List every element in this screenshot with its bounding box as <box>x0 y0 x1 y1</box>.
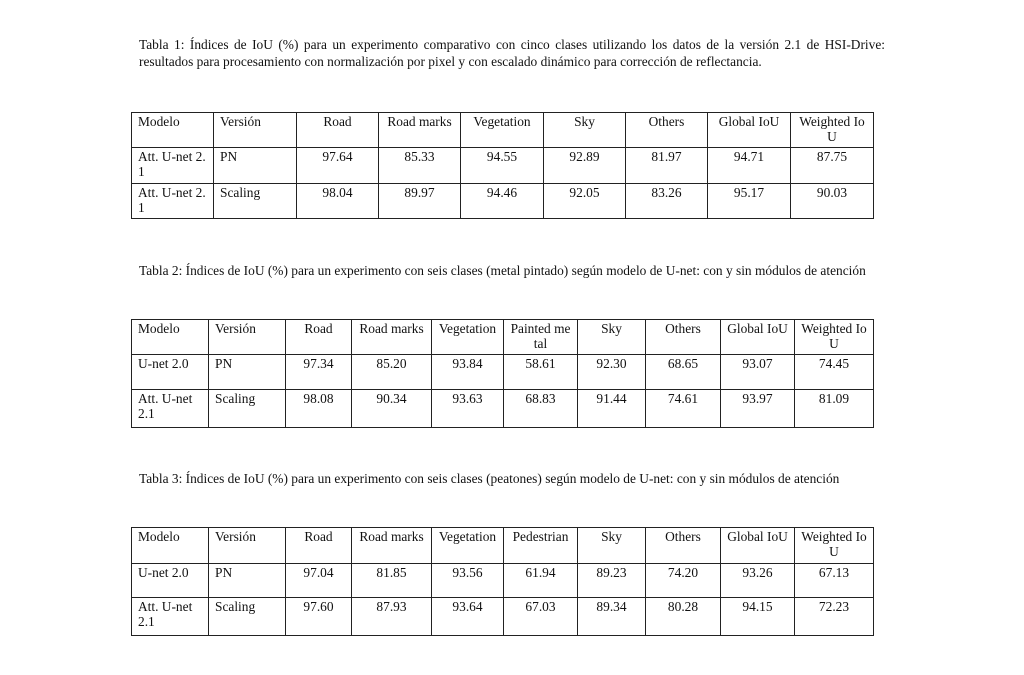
header-cell: Sky <box>544 113 626 148</box>
cell: 85.33 <box>379 148 461 184</box>
cell: 97.60 <box>286 598 352 636</box>
cell: 95.17 <box>708 184 791 219</box>
cell: Scaling <box>209 390 286 428</box>
table-row <box>132 390 874 428</box>
cell: 89.23 <box>578 564 646 598</box>
cell: 67.03 <box>504 598 578 636</box>
cell: 93.63 <box>432 390 504 428</box>
header-cell: Pedestrian <box>504 528 578 564</box>
header-cell: Versión <box>214 113 297 148</box>
cell: 68.83 <box>504 390 578 428</box>
cell: 74.20 <box>646 564 721 598</box>
header-cell: Weighted IoU <box>791 113 874 148</box>
cell: 89.97 <box>379 184 461 219</box>
header-cell: Global IoU <box>721 528 795 564</box>
header-cell: Sky <box>578 320 646 355</box>
table-1 <box>131 112 874 219</box>
table-1-header-row <box>132 113 874 148</box>
header-cell: Versión <box>209 528 286 564</box>
header-cell: Road marks <box>379 113 461 148</box>
cell: 94.46 <box>461 184 544 219</box>
header-cell: Versión <box>209 320 286 355</box>
header-cell: Others <box>646 320 721 355</box>
cell: 87.75 <box>791 148 874 184</box>
cell: 61.94 <box>504 564 578 598</box>
cell: 74.45 <box>795 355 874 390</box>
header-cell: Vegetation <box>432 528 504 564</box>
cell: 98.08 <box>286 390 352 428</box>
cell: 93.26 <box>721 564 795 598</box>
cell: 80.28 <box>646 598 721 636</box>
header-cell: Weighted IoU <box>795 320 874 355</box>
header-cell: Global IoU <box>708 113 791 148</box>
header-cell: Modelo <box>132 528 209 564</box>
cell: 87.93 <box>352 598 432 636</box>
cell: PN <box>214 148 297 184</box>
cell: Att. U-net 2.1 <box>132 390 209 428</box>
cell: 81.85 <box>352 564 432 598</box>
header-cell: Modelo <box>132 113 214 148</box>
header-cell: Road marks <box>352 528 432 564</box>
cell: 90.03 <box>791 184 874 219</box>
cell: 67.13 <box>795 564 874 598</box>
cell: PN <box>209 355 286 390</box>
cell: U-net 2.0 <box>132 355 209 390</box>
cell: 81.09 <box>795 390 874 428</box>
cell: U-net 2.0 <box>132 564 209 598</box>
cell: 81.97 <box>626 148 708 184</box>
cell: 85.20 <box>352 355 432 390</box>
header-cell: Weighted IoU <box>795 528 874 564</box>
table-3 <box>131 527 874 636</box>
cell: 93.64 <box>432 598 504 636</box>
table-2 <box>131 319 874 428</box>
header-cell: Road <box>297 113 379 148</box>
cell: 92.30 <box>578 355 646 390</box>
cell: 92.89 <box>544 148 626 184</box>
cell: 94.55 <box>461 148 544 184</box>
header-cell: Vegetation <box>432 320 504 355</box>
cell: 93.56 <box>432 564 504 598</box>
cell: 89.34 <box>578 598 646 636</box>
table-row <box>132 184 874 219</box>
header-cell: Others <box>626 113 708 148</box>
cell: 97.34 <box>286 355 352 390</box>
cell: 92.05 <box>544 184 626 219</box>
header-cell: Road <box>286 528 352 564</box>
cell: PN <box>209 564 286 598</box>
cell: 94.71 <box>708 148 791 184</box>
cell: 58.61 <box>504 355 578 390</box>
cell: 98.04 <box>297 184 379 219</box>
cell: 93.84 <box>432 355 504 390</box>
header-cell: Road <box>286 320 352 355</box>
header-cell: Road marks <box>352 320 432 355</box>
cell: 74.61 <box>646 390 721 428</box>
cell: Scaling <box>214 184 297 219</box>
cell: Att. U-net 2.1 <box>132 598 209 636</box>
cell: 94.15 <box>721 598 795 636</box>
table-2-caption: Tabla 2: Índices de IoU (%) para un experimento con seis clases (metal pintado) según modelo de U-net: con y sin módulos de atención <box>139 263 866 278</box>
cell: Att. U-net 2.1 <box>132 184 214 219</box>
table-3-header-row <box>132 528 874 564</box>
cell: 72.23 <box>795 598 874 636</box>
cell: 93.07 <box>721 355 795 390</box>
header-cell: Painted metal <box>504 320 578 355</box>
header-cell: Global IoU <box>721 320 795 355</box>
cell: 97.04 <box>286 564 352 598</box>
cell: 83.26 <box>626 184 708 219</box>
table-1-caption: Tabla 1: Índices de IoU (%) para un experimento comparativo con cinco clases utilizando los datos de la versión 2.1 de HSI-Drive: resultados para procesamiento con normalización por pixel y con escalado dinámico para corrección de reflectancia. <box>139 37 885 69</box>
cell: 97.64 <box>297 148 379 184</box>
table-2-header-row <box>132 320 874 355</box>
cell: Att. U-net 2.1 <box>132 148 214 184</box>
table-row <box>132 598 874 636</box>
table-row <box>132 148 874 184</box>
table-3-caption: Tabla 3: Índices de IoU (%) para un experimento con seis clases (peatones) según modelo de U-net: con y sin módulos de atención <box>139 471 840 486</box>
header-cell: Vegetation <box>461 113 544 148</box>
table-row <box>132 355 874 390</box>
cell: 90.34 <box>352 390 432 428</box>
header-cell: Modelo <box>132 320 209 355</box>
table-row <box>132 564 874 598</box>
header-cell: Others <box>646 528 721 564</box>
cell: 68.65 <box>646 355 721 390</box>
cell: 93.97 <box>721 390 795 428</box>
cell: Scaling <box>209 598 286 636</box>
header-cell: Sky <box>578 528 646 564</box>
cell: 91.44 <box>578 390 646 428</box>
